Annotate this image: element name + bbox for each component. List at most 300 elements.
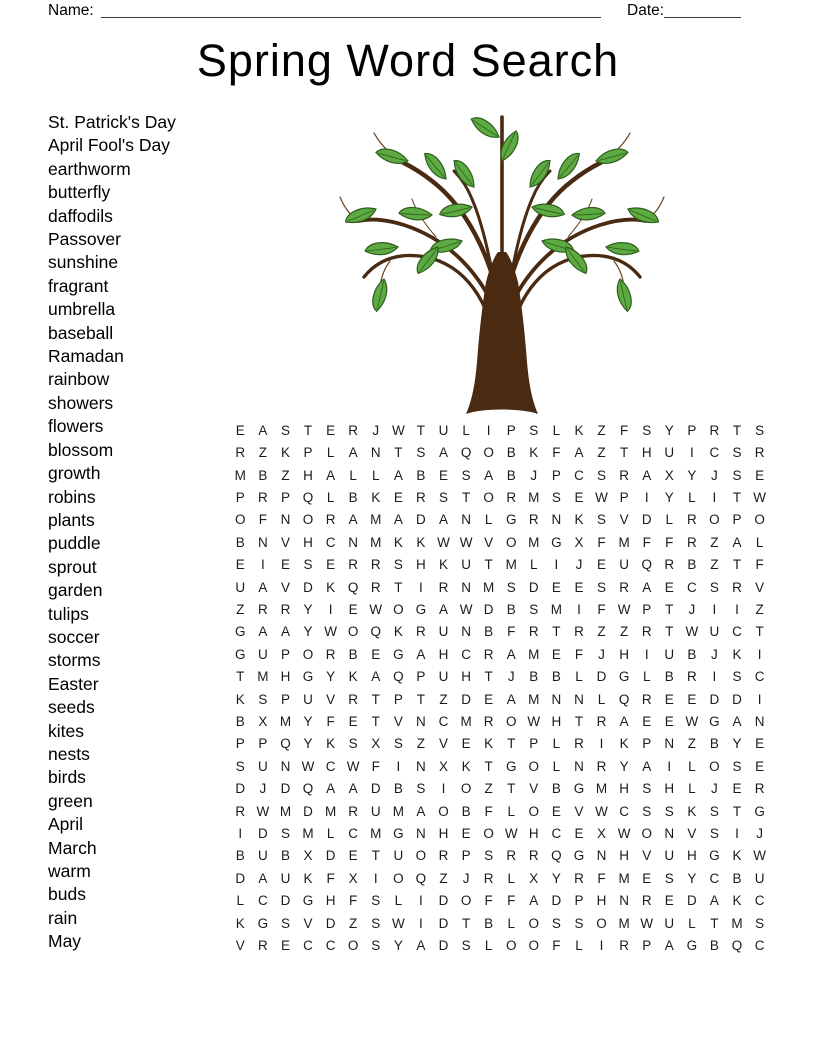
grid-letter: A bbox=[393, 512, 403, 528]
grid-letter: G bbox=[393, 826, 404, 842]
grid-letter: O bbox=[754, 512, 765, 528]
tree-illustration bbox=[332, 106, 672, 418]
grid-letter: L bbox=[597, 691, 606, 707]
grid-letter: U bbox=[257, 646, 268, 662]
grid-letter: E bbox=[664, 579, 674, 595]
grid-letter: N bbox=[596, 848, 607, 864]
grid-letter: K bbox=[619, 736, 629, 752]
grid-letter: L bbox=[372, 467, 380, 483]
grid-letter: P bbox=[461, 848, 471, 864]
grid-letter: U bbox=[664, 915, 675, 931]
grid-letter: S bbox=[732, 669, 742, 685]
grid-letter: A bbox=[348, 445, 358, 461]
grid-letter: I bbox=[757, 646, 762, 662]
grid-letter: W bbox=[459, 534, 473, 550]
grid-letter: S bbox=[574, 915, 584, 931]
grid-letter: H bbox=[619, 781, 629, 797]
grid-letter: X bbox=[438, 758, 448, 774]
grid-letter: R bbox=[348, 691, 359, 707]
grid-letter: L bbox=[642, 669, 651, 685]
grid-letter: Z bbox=[755, 601, 764, 617]
grid-letter: F bbox=[552, 938, 561, 954]
grid-letter: L bbox=[484, 938, 493, 954]
word-list-item: storms bbox=[48, 650, 101, 671]
word-list-item: Easter bbox=[48, 673, 99, 694]
word-list-item: butterfly bbox=[48, 182, 111, 203]
grid-letter: S bbox=[597, 512, 607, 528]
grid-letter: Q bbox=[415, 870, 427, 886]
grid-letter: Z bbox=[710, 557, 719, 573]
grid-letter: J bbox=[372, 422, 380, 438]
grid-letter: B bbox=[529, 669, 539, 685]
grid-letter: R bbox=[686, 669, 697, 685]
grid-letter: E bbox=[551, 579, 561, 595]
grid-letter: N bbox=[551, 691, 562, 707]
grid-letter: S bbox=[642, 803, 652, 819]
grid-letter: F bbox=[665, 534, 674, 550]
grid-letter: K bbox=[438, 557, 448, 573]
grid-letter: H bbox=[619, 646, 629, 662]
grid-letter: R bbox=[574, 736, 584, 752]
grid-letter: V bbox=[755, 579, 765, 595]
grid-letter: E bbox=[755, 758, 765, 774]
grid-letter: R bbox=[325, 646, 336, 662]
grid-letter: F bbox=[755, 557, 764, 573]
grid-letter: R bbox=[235, 445, 246, 461]
grid-letter: A bbox=[416, 938, 426, 954]
grid-letter: C bbox=[257, 893, 268, 909]
grid-letter: E bbox=[574, 489, 584, 505]
grid-letter: H bbox=[280, 669, 291, 685]
grid-letter: N bbox=[551, 512, 562, 528]
grid-letter: U bbox=[370, 803, 381, 819]
grid-letter: T bbox=[416, 422, 426, 438]
grid-letter: Q bbox=[641, 557, 652, 573]
word-list-item: Passover bbox=[48, 229, 121, 250]
grid-letter: T bbox=[732, 422, 742, 438]
grid-letter: L bbox=[326, 489, 335, 505]
grid-letter: M bbox=[279, 803, 292, 819]
grid-letter: O bbox=[438, 803, 449, 819]
grid-letter: R bbox=[619, 579, 629, 595]
grid-letter: X bbox=[371, 736, 381, 752]
grid-letter: R bbox=[438, 579, 449, 595]
grid-letter: S bbox=[642, 422, 652, 438]
grid-letter: A bbox=[438, 445, 448, 461]
grid-letter: K bbox=[574, 422, 584, 438]
grid-letter: I bbox=[689, 445, 694, 461]
grid-letter: R bbox=[528, 512, 539, 528]
grid-letter: C bbox=[754, 669, 765, 685]
grid-letter: W bbox=[391, 422, 405, 438]
grid-letter: G bbox=[415, 601, 427, 617]
grid-letter: E bbox=[393, 489, 403, 505]
grid-letter: R bbox=[235, 803, 246, 819]
word-list-item: kites bbox=[48, 720, 84, 741]
grid-letter: B bbox=[687, 557, 697, 573]
grid-letter: S bbox=[529, 422, 539, 438]
grid-letter: R bbox=[574, 624, 584, 640]
word-list-item: seeds bbox=[48, 697, 95, 718]
grid-letter: D bbox=[438, 938, 449, 954]
grid-letter: E bbox=[326, 422, 336, 438]
grid-letter: M bbox=[370, 512, 382, 528]
grid-letter: W bbox=[527, 713, 541, 729]
grid-letter: L bbox=[507, 915, 515, 931]
grid-letter: B bbox=[709, 736, 719, 752]
grid-letter: O bbox=[709, 758, 720, 774]
grid-letter: M bbox=[302, 826, 314, 842]
grid-letter: R bbox=[664, 557, 675, 573]
grid-letter: T bbox=[552, 624, 561, 640]
grid-letter: L bbox=[326, 445, 335, 461]
grid-letter: B bbox=[416, 467, 426, 483]
grid-letter: A bbox=[529, 893, 539, 909]
grid-letter: T bbox=[416, 691, 426, 707]
grid-letter: C bbox=[754, 893, 765, 909]
grid-letter: H bbox=[664, 781, 675, 797]
grid-letter: G bbox=[505, 512, 517, 528]
grid-letter: J bbox=[711, 781, 718, 797]
grid-letter: B bbox=[506, 445, 516, 461]
grid-letter: Z bbox=[597, 445, 606, 461]
grid-letter: B bbox=[506, 601, 516, 617]
grid-letter: I bbox=[373, 870, 378, 886]
grid-letter: A bbox=[664, 938, 674, 954]
grid-letter: R bbox=[483, 646, 494, 662]
grid-letter: T bbox=[507, 736, 516, 752]
grid-letter: K bbox=[574, 512, 584, 528]
grid-letter: B bbox=[235, 848, 245, 864]
grid-letter: H bbox=[438, 646, 449, 662]
grid-letter: B bbox=[461, 803, 471, 819]
grid-letter: Y bbox=[303, 736, 313, 752]
grid-letter: T bbox=[461, 489, 471, 505]
grid-letter: S bbox=[416, 781, 426, 797]
grid-letter: M bbox=[234, 467, 246, 483]
grid-letter: P bbox=[687, 422, 697, 438]
grid-letter: E bbox=[664, 893, 674, 909]
grid-letter: S bbox=[348, 736, 358, 752]
grid-letter: N bbox=[461, 512, 471, 528]
grid-letter: A bbox=[326, 781, 336, 797]
grid-letter: Q bbox=[460, 445, 472, 461]
grid-letter: Y bbox=[393, 938, 403, 954]
grid-letter: B bbox=[235, 534, 245, 550]
grid-letter: R bbox=[348, 422, 359, 438]
grid-letter: H bbox=[416, 557, 426, 573]
grid-letter: W bbox=[301, 758, 315, 774]
grid-letter: G bbox=[618, 669, 630, 685]
grid-letter: V bbox=[235, 938, 245, 954]
grid-letter: M bbox=[483, 579, 495, 595]
grid-letter: D bbox=[257, 826, 268, 842]
grid-letter: Q bbox=[347, 579, 359, 595]
grid-letter: I bbox=[712, 601, 717, 617]
grid-letter: R bbox=[257, 489, 268, 505]
grid-letter: A bbox=[642, 758, 652, 774]
grid-letter: O bbox=[528, 915, 540, 931]
word-list-item: flowers bbox=[48, 416, 104, 437]
grid-letter: F bbox=[258, 512, 267, 528]
grid-letter: T bbox=[507, 781, 516, 797]
grid-letter: R bbox=[483, 713, 494, 729]
grid-letter: J bbox=[575, 557, 583, 573]
grid-letter: S bbox=[597, 579, 607, 595]
grid-letter: E bbox=[755, 467, 765, 483]
grid-letter: S bbox=[303, 557, 313, 573]
grid-letter: K bbox=[235, 915, 245, 931]
grid-letter: U bbox=[280, 870, 291, 886]
grid-letter: H bbox=[461, 669, 471, 685]
grid-letter: M bbox=[618, 870, 630, 886]
grid-letter: R bbox=[596, 758, 607, 774]
grid-letter: W bbox=[685, 713, 699, 729]
grid-letter: W bbox=[753, 848, 766, 864]
grid-letter: K bbox=[732, 646, 742, 662]
grid-letter: U bbox=[754, 870, 765, 886]
grid-letter: M bbox=[618, 534, 630, 550]
grid-letter: F bbox=[642, 534, 651, 550]
grid-letter: L bbox=[530, 557, 538, 573]
grid-letter: H bbox=[596, 893, 607, 909]
grid-letter: O bbox=[483, 826, 494, 842]
grid-letter: P bbox=[506, 422, 516, 438]
grid-letter: C bbox=[303, 938, 313, 954]
grid-letter: O bbox=[528, 803, 540, 819]
grid-letter: A bbox=[506, 691, 516, 707]
grid-letter: W bbox=[437, 534, 450, 550]
name-blank-line bbox=[101, 0, 601, 18]
grid-letter: F bbox=[552, 445, 561, 461]
grid-letter: O bbox=[483, 445, 494, 461]
word-list-item: Ramadan bbox=[48, 346, 124, 367]
grid-letter: O bbox=[709, 512, 720, 528]
word-list-item: garden bbox=[48, 580, 103, 601]
grid-letter: R bbox=[257, 938, 268, 954]
grid-letter: D bbox=[370, 781, 381, 797]
grid-letter: Y bbox=[619, 758, 629, 774]
grid-letter: S bbox=[506, 579, 516, 595]
grid-letter: R bbox=[416, 624, 426, 640]
grid-letter: Y bbox=[687, 870, 697, 886]
grid-letter: Q bbox=[370, 624, 382, 640]
grid-letter: M bbox=[528, 489, 540, 505]
grid-letter: K bbox=[732, 848, 742, 864]
grid-letter: Y bbox=[687, 467, 697, 483]
grid-letter: R bbox=[686, 534, 697, 550]
grid-letter: L bbox=[349, 467, 357, 483]
grid-letter: S bbox=[664, 803, 674, 819]
grid-letter: C bbox=[732, 624, 742, 640]
grid-letter: S bbox=[642, 781, 652, 797]
grid-letter: H bbox=[619, 848, 629, 864]
grid-letter: T bbox=[710, 915, 719, 931]
grid-letter: B bbox=[348, 489, 358, 505]
grid-letter: D bbox=[303, 579, 313, 595]
grid-letter: O bbox=[460, 893, 472, 909]
grid-letter: D bbox=[709, 691, 720, 707]
grid-letter: R bbox=[280, 601, 291, 617]
grid-letter: S bbox=[393, 557, 403, 573]
word-list-item: showers bbox=[48, 392, 114, 413]
grid-letter: E bbox=[438, 467, 448, 483]
grid-letter: C bbox=[754, 938, 765, 954]
grid-letter: C bbox=[551, 826, 562, 842]
grid-letter: O bbox=[460, 781, 472, 797]
word-list-item: sprout bbox=[48, 556, 97, 577]
grid-letter: E bbox=[326, 557, 336, 573]
grid-letter: V bbox=[529, 781, 539, 797]
word-list bbox=[48, 111, 176, 954]
grid-letter: M bbox=[279, 713, 292, 729]
grid-letter: I bbox=[419, 893, 423, 909]
grid-letter: R bbox=[416, 489, 426, 505]
grid-letter: O bbox=[235, 512, 246, 528]
grid-letter: Z bbox=[484, 781, 493, 797]
grid-letter: F bbox=[484, 893, 493, 909]
word-list-item: blossom bbox=[48, 439, 114, 460]
grid-letter: T bbox=[371, 691, 380, 707]
grid-letter: O bbox=[505, 938, 517, 954]
grid-letter: N bbox=[416, 758, 426, 774]
grid-letter: V bbox=[280, 579, 290, 595]
grid-letter: D bbox=[325, 848, 336, 864]
grid-letter: R bbox=[686, 512, 697, 528]
grid-letter: L bbox=[575, 669, 583, 685]
grid-letter: B bbox=[484, 915, 494, 931]
grid-letter: N bbox=[574, 758, 584, 774]
grid-letter: A bbox=[416, 646, 426, 662]
grid-letter: G bbox=[709, 848, 720, 864]
grid-letter: S bbox=[461, 467, 471, 483]
grid-letter: S bbox=[371, 915, 381, 931]
grid-letter: B bbox=[551, 781, 561, 797]
grid-letter: R bbox=[754, 445, 765, 461]
grid-letter: S bbox=[597, 467, 607, 483]
grid-letter: N bbox=[370, 445, 381, 461]
grid-letter: R bbox=[348, 803, 359, 819]
grid-letter: A bbox=[619, 713, 629, 729]
grid-letter: S bbox=[709, 826, 719, 842]
grid-letter: H bbox=[686, 848, 697, 864]
grid-letter: H bbox=[528, 826, 539, 842]
grid-letter: M bbox=[528, 691, 540, 707]
word-list-item: warm bbox=[48, 861, 91, 881]
grid-letter: P bbox=[416, 669, 426, 685]
grid-letter: L bbox=[688, 915, 696, 931]
grid-letter: X bbox=[597, 826, 607, 842]
grid-letter: J bbox=[507, 669, 515, 685]
grid-letter: Z bbox=[619, 624, 629, 640]
grid-letter: Z bbox=[597, 624, 606, 640]
grid-letter: S bbox=[732, 758, 742, 774]
grid-letter: S bbox=[280, 826, 290, 842]
grid-letter: I bbox=[667, 758, 672, 774]
grid-letter: R bbox=[754, 781, 765, 797]
grid-letter: F bbox=[574, 646, 584, 662]
grid-letter: A bbox=[642, 467, 652, 483]
grid-letter: I bbox=[396, 758, 401, 774]
grid-letter: P bbox=[574, 893, 584, 909]
grid-letter: U bbox=[257, 848, 268, 864]
grid-letter: V bbox=[326, 691, 336, 707]
grid-letter: R bbox=[506, 489, 517, 505]
grid-letter: F bbox=[349, 893, 358, 909]
grid-letter: G bbox=[573, 781, 585, 797]
grid-letter: R bbox=[574, 870, 584, 886]
grid-letter: J bbox=[462, 870, 470, 886]
grid-letter: B bbox=[235, 713, 245, 729]
grid-letter: S bbox=[280, 422, 290, 438]
grid-letter: T bbox=[574, 713, 584, 729]
grid-letter: U bbox=[393, 848, 404, 864]
grid-letter: T bbox=[303, 422, 313, 438]
grid-letter: S bbox=[371, 938, 381, 954]
grid-letter: E bbox=[461, 826, 471, 842]
word-list-item: rainbow bbox=[48, 369, 110, 390]
grid-letter: G bbox=[393, 646, 404, 662]
grid-letter: N bbox=[664, 736, 675, 752]
grid-letter: F bbox=[326, 870, 335, 886]
grid-letter: H bbox=[438, 826, 449, 842]
grid-letter: Y bbox=[303, 713, 313, 729]
grid-letter: Y bbox=[326, 669, 336, 685]
grid-letter: L bbox=[462, 422, 470, 438]
grid-letter: G bbox=[573, 848, 585, 864]
grid-letter: E bbox=[574, 826, 584, 842]
word-list-item: rain bbox=[48, 907, 78, 928]
grid-letter: A bbox=[280, 624, 290, 640]
grid-letter: F bbox=[507, 624, 516, 640]
grid-letter: O bbox=[505, 534, 517, 550]
grid-letter: K bbox=[484, 736, 494, 752]
grid-letter: C bbox=[438, 713, 449, 729]
grid-letter: G bbox=[754, 803, 765, 819]
grid-letter: I bbox=[554, 557, 559, 573]
grid-letter: B bbox=[709, 938, 719, 954]
grid-letter: A bbox=[258, 870, 268, 886]
grid-letter: N bbox=[461, 579, 471, 595]
grid-letter: S bbox=[732, 467, 742, 483]
grid-letter: R bbox=[483, 870, 494, 886]
grid-letter: T bbox=[484, 669, 493, 685]
grid-letter: O bbox=[302, 646, 314, 662]
grid-letter: O bbox=[528, 938, 540, 954]
grid-letter: R bbox=[596, 713, 607, 729]
grid-letter: C bbox=[686, 579, 697, 595]
grid-letter: W bbox=[595, 489, 608, 505]
grid-letter: Y bbox=[551, 870, 561, 886]
grid-letter: H bbox=[641, 445, 652, 461]
grid-letter: T bbox=[665, 624, 674, 640]
grid-letter: C bbox=[348, 826, 359, 842]
grid-letter: F bbox=[619, 422, 629, 438]
grid-letter: J bbox=[530, 467, 538, 483]
grid-letter: L bbox=[688, 781, 696, 797]
grid-letter: F bbox=[371, 758, 380, 774]
grid-letter: K bbox=[371, 489, 381, 505]
grid-letter: E bbox=[574, 579, 584, 595]
word-list-item: April bbox=[48, 814, 84, 835]
grid-letter: N bbox=[754, 713, 765, 729]
grid-letter: K bbox=[393, 624, 403, 640]
grid-letter: I bbox=[712, 669, 717, 685]
grid-letter: L bbox=[507, 870, 515, 886]
grid-letter: Q bbox=[618, 691, 630, 707]
grid-letter: I bbox=[419, 915, 423, 931]
grid-letter: C bbox=[619, 803, 629, 819]
